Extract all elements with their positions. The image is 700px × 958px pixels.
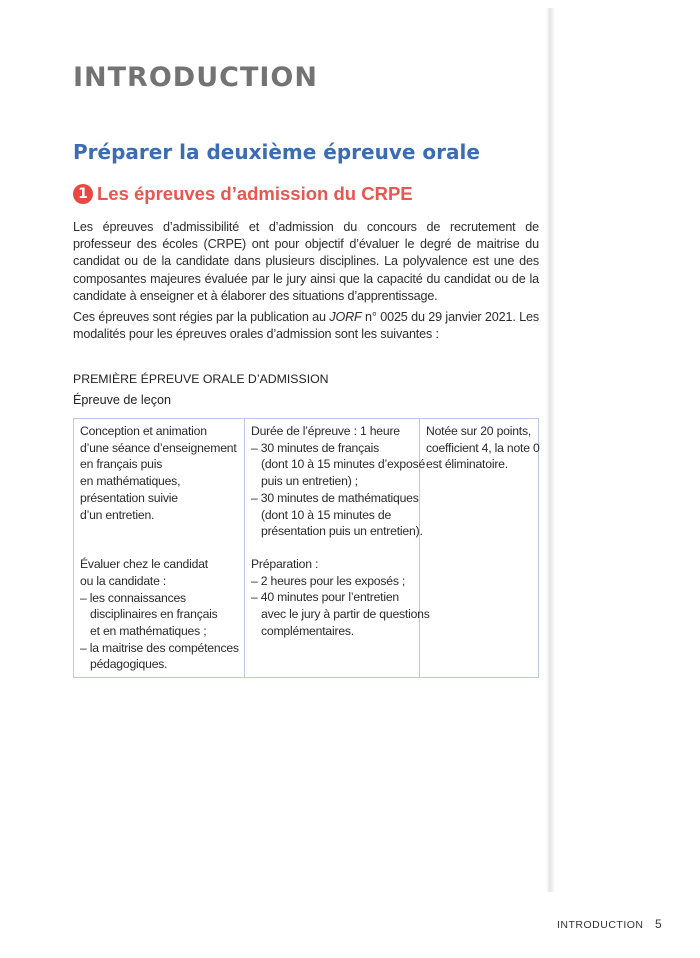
evaluation-intro-line: Évaluer chez le candidat [80, 557, 208, 572]
duration-item-cont: (dont 10 à 15 minutes de [261, 507, 392, 522]
jorf-reference: JORF [329, 310, 362, 324]
preparation-item-cont: avec le jury à partir de questions [261, 607, 430, 622]
section-title: Préparer la deuxième épreuve orale [73, 140, 480, 164]
preparation-item: – 2 heures pour les exposés ; [251, 573, 413, 590]
preparation-item-cont: complémentaires. [261, 623, 354, 638]
number-badge-icon: 1 [73, 184, 93, 204]
content-line: présentation suivie [80, 490, 178, 505]
scoring-line: coefficient 4, la note 0 [426, 440, 540, 455]
subsection-title: Les épreuves d’admission du CRPE [97, 183, 413, 204]
content-line: d’une séance d’enseignement [80, 440, 237, 455]
subsection-heading [73, 183, 413, 205]
duration-item: – 30 minutes de français [251, 440, 413, 457]
evaluation-intro-line: ou la candidate : [80, 573, 167, 588]
regulation-text-end: n° 0025 du 29 janvier 2021. Les modalités pour les épreuves orales d’admission sont les suivantes : [73, 310, 539, 342]
intro-paragraph: Les épreuves d’admissibilité et d’admission du concours de recrutement de professeur des écoles (CRPE) ont pour objectif d’évaluer le degré de maitrise du candidat ou de la candidate dans plusieurs disciplines. La polyvalence est une des composantes majeures évaluée par le jury ainsi que la capacité du candidat ou de la candidate à enseigner et à élaborer des situations d’apprentissage. [73, 220, 539, 303]
content-line: d’un entretien. [80, 507, 155, 522]
duration-item-cont: (dont 10 à 15 minutes d’exposé [261, 457, 426, 472]
duration-item: – 30 minutes de mathématiques [251, 490, 413, 507]
content-line: en mathématiques, [80, 474, 181, 489]
regulation-paragraph [73, 309, 539, 343]
preparation-heading: Préparation : [251, 556, 319, 571]
duration-heading: Durée de l’épreuve : 1 heure [251, 424, 400, 438]
duration-item-cont: présentation puis un entretien). [261, 524, 423, 539]
table-heading: PREMIÈRE ÉPREUVE ORALE D’ADMISSION [73, 372, 329, 386]
table-subheading: Épreuve de leçon [73, 393, 172, 407]
chapter-title: INTRODUCTION [73, 62, 318, 93]
table-col-duration [245, 419, 430, 677]
content-line: Conception et animation [80, 424, 207, 438]
content-line: en français puis [80, 457, 163, 472]
evaluation-item-cont: pédagogiques. [90, 657, 168, 672]
spacer [80, 523, 238, 556]
page-gutter-shadow [546, 8, 555, 892]
spacer [251, 540, 413, 556]
evaluation-item-cont: et en mathématiques ; [90, 624, 207, 639]
evaluation-item-cont: disciplinaires en français [90, 607, 218, 622]
regulation-text-start: Ces épreuves sont régies par la publication au [73, 310, 330, 324]
scoring-line: est éliminatoire. [426, 457, 508, 472]
footer-section-label: INTRODUCTION [557, 919, 644, 931]
exam-table [73, 418, 539, 678]
evaluation-item: – la maitrise des compétences [80, 640, 238, 657]
preparation-item: – 40 minutes pour l’entretien [251, 589, 413, 606]
duration-item-cont: puis un entretien) ; [261, 474, 358, 489]
evaluation-item: – les connaissances [80, 590, 238, 607]
page-number: 5 [655, 917, 662, 931]
table-col-scoring [420, 419, 546, 677]
table-col-content [74, 419, 245, 677]
scoring-line: Notée sur 20 points, [426, 424, 532, 438]
